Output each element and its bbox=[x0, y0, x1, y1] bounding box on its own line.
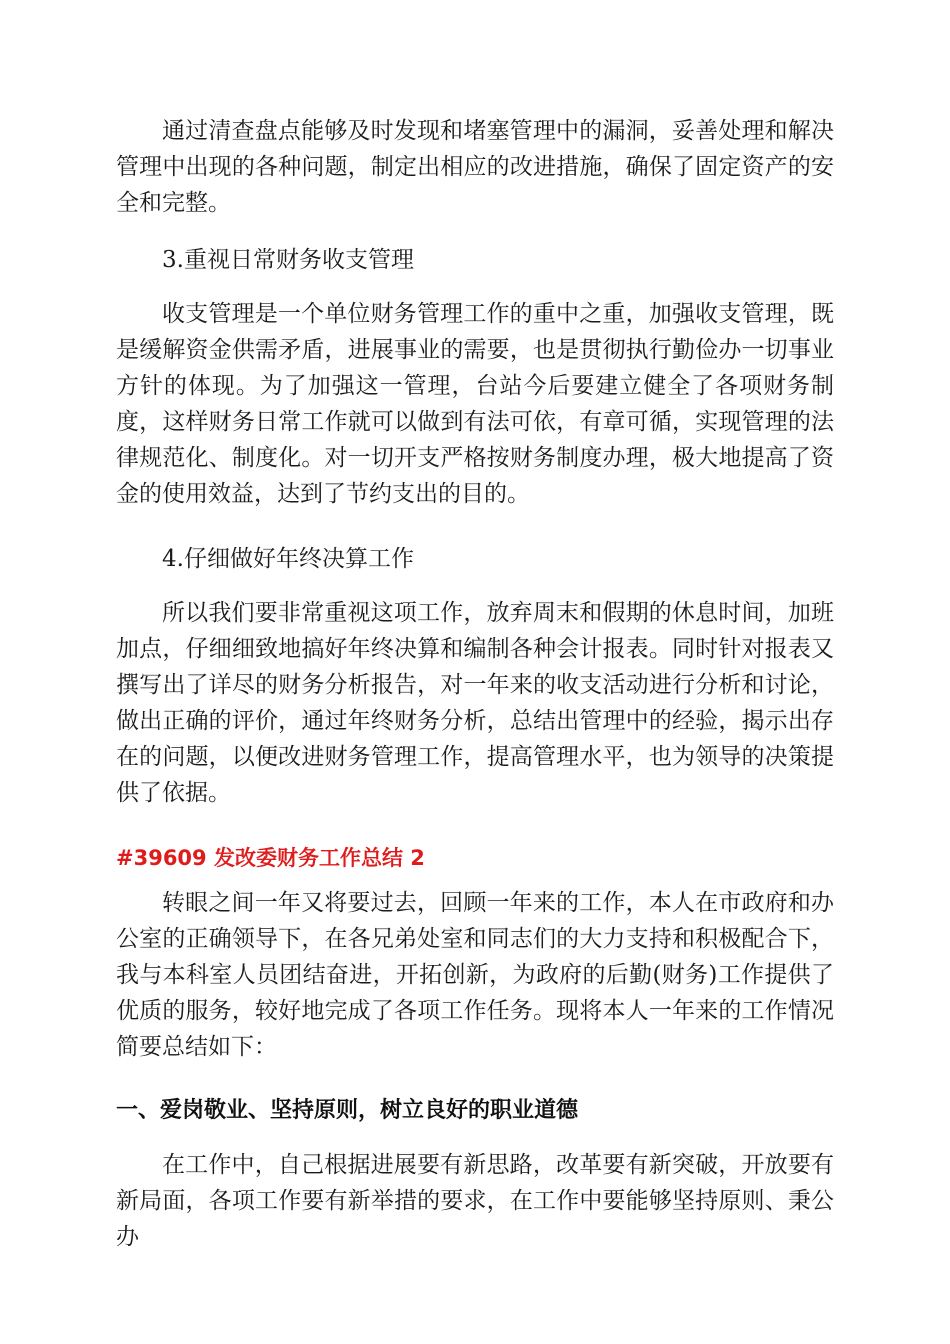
paragraph-work-principles: 在工作中，自己根据进展要有新思路，改革要有新突破，开放要有新局面，各项工作要有新举措的要求，在工作中要能够坚持原则、秉公办 bbox=[116, 1152, 834, 1250]
section-title: #39609 发改委财务工作总结 2 bbox=[116, 846, 425, 870]
section-heading-professional-ethics: 一、爱岗敬业、坚持原则，树立良好的职业道德 bbox=[116, 1098, 579, 1123]
subheading-daily-finance: 3.重视日常财务收支管理 bbox=[162, 247, 414, 273]
paragraph-intro: 转眼之间一年又将要过去，回顾一年来的工作，本人在市政府和办公室的正确领导下，在各兄弟处室和同志们的大力支持和积极配合下，我与本科室人员团结奋进，开拓创新，为政府的后勤(财务)工作提供了优质的服务，较好地完成了各项工作任务。现将本人一年来的工作情况简要总结如下： bbox=[116, 890, 834, 1060]
paragraph-asset-inventory: 通过清查盘点能够及时发现和堵塞管理中的漏洞，妥善处理和解决管理中出现的各种问题，制定出相应的改进措施，确保了固定资产的安全和完整。 bbox=[116, 118, 834, 216]
subheading-year-end-accounts: 4.仔细做好年终决算工作 bbox=[162, 546, 414, 572]
paragraph-income-expense: 收支管理是一个单位财务管理工作的重中之重，加强收支管理，既是缓解资金供需矛盾，进展事业的需要，也是贯彻执行勤俭办一切事业方针的体现。为了加强这一管理，台站今后要建立健全了各项财务制度，这样财务日常工作就可以做到有法可依，有章可循，实现管理的法律规范化、制度化。对一切开支严格按财务制度办理，极大地提高了资金的使用效益，达到了节约支出的目的。 bbox=[116, 301, 834, 507]
paragraph-year-end: 所以我们要非常重视这项工作，放弃周末和假期的休息时间，加班加点，仔细细致地搞好年终决算和编制各种会计报表。同时针对报表又撰写出了详尽的财务分析报告，对一年来的收支活动进行分析和讨论，做出正确的评价，通过年终财务分析，总结出管理中的经验，揭示出存在的问题，以便改进财务管理工作，提高管理水平，也为领导的决策提供了依据。 bbox=[116, 600, 834, 806]
